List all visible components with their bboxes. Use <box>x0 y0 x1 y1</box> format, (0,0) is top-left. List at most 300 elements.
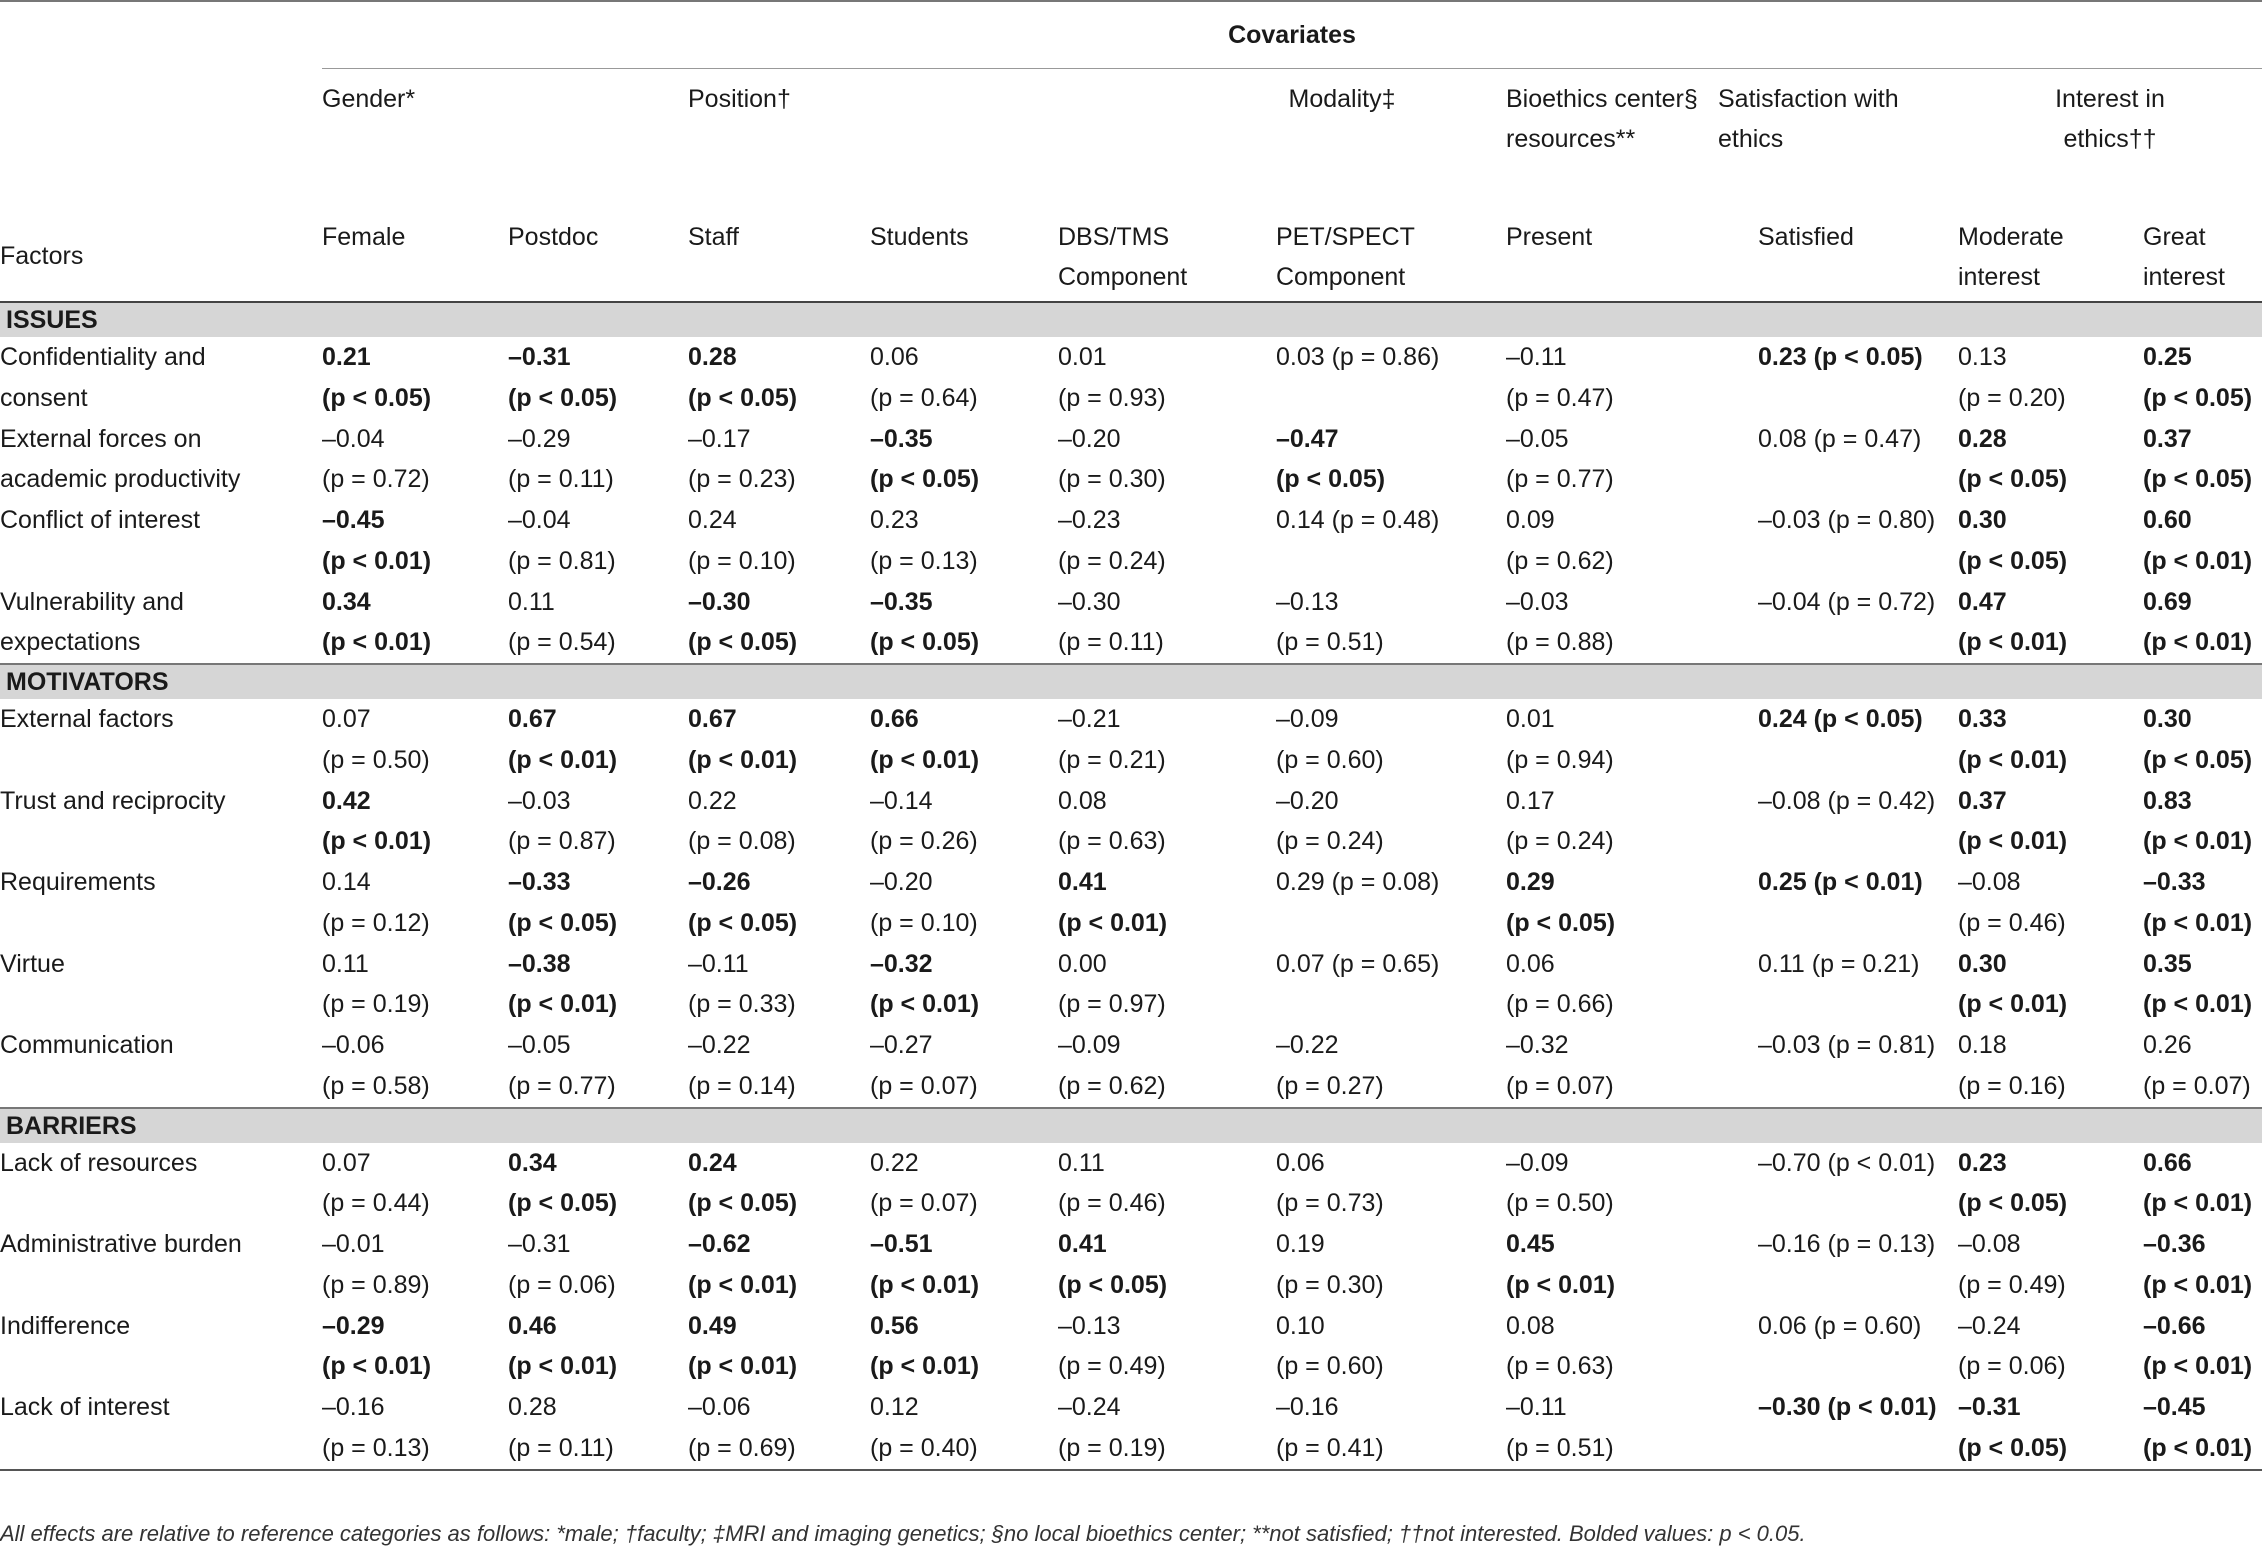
p-value: (p < 0.01) <box>870 990 980 1018</box>
coefficient: –0.30 (p < 0.01) <box>1758 1393 1937 1421</box>
value-cell <box>2143 419 2262 501</box>
factor-label: External factors <box>0 705 174 733</box>
value-cell <box>508 337 688 419</box>
value-cell <box>870 582 1058 665</box>
p-value: (p < 0.05) <box>688 908 798 937</box>
factor-label: Virtue <box>0 949 65 978</box>
subcolumn-header: PET/SPECT Component <box>1276 211 1506 302</box>
coefficient: 0.28 <box>688 343 737 371</box>
value-cell <box>1058 500 1276 582</box>
p-value: (p < 0.05) <box>1958 1189 2068 1217</box>
value-cell <box>1276 944 1506 1026</box>
p-value: (p < 0.01) <box>1058 908 1168 937</box>
p-value: (p = 0.11) <box>508 1433 614 1462</box>
p-value: (p < 0.05) <box>870 628 980 656</box>
coefficient: 0.66 <box>870 705 919 733</box>
table-row <box>0 419 2262 501</box>
value-cell <box>1058 1306 1276 1388</box>
p-value: (p < 0.05) <box>508 1189 618 1217</box>
coefficient: 0.03 (p = 0.86) <box>1276 343 1440 371</box>
value-cell <box>508 1025 688 1108</box>
coefficient: 0.12 <box>870 1393 919 1421</box>
value-cell <box>688 699 870 781</box>
coefficient: –0.32 <box>870 949 933 978</box>
coefficient: –0.27 <box>870 1031 933 1059</box>
value-cell <box>322 1224 508 1306</box>
coefficient: –0.04 (p = 0.72) <box>1758 587 1936 616</box>
table-row <box>0 699 2262 781</box>
p-value: (p = 0.10) <box>870 908 978 937</box>
coefficient: 0.22 <box>870 1148 919 1177</box>
factor-label: Conflict of interest <box>0 506 201 534</box>
coefficient: –0.62 <box>688 1230 751 1258</box>
section-row <box>0 664 2262 699</box>
value-cell <box>1718 1224 1958 1306</box>
value-cell <box>870 1306 1058 1388</box>
coefficient: 0.24 <box>688 1148 737 1177</box>
p-value: (p < 0.01) <box>2143 546 2253 575</box>
subcolumn-header: DBS/TMS Component <box>1058 211 1276 302</box>
p-value: (p = 0.11) <box>1058 628 1164 656</box>
coefficient: 0.17 <box>1506 786 1555 815</box>
p-value: (p = 0.06) <box>508 1270 616 1299</box>
coefficient: –0.26 <box>688 868 751 896</box>
group-header: Modality‡ <box>1288 85 1396 113</box>
coefficient: –0.35 <box>870 424 933 453</box>
coefficient: 0.23 <box>1958 1148 2007 1177</box>
p-value: (p < 0.01) <box>2143 908 2253 937</box>
coefficient: 0.06 (p = 0.60) <box>1758 1311 1922 1340</box>
coefficient: 0.00 <box>1058 949 1107 978</box>
p-value: (p = 0.06) <box>1958 1352 2066 1380</box>
value-cell <box>1718 1025 1958 1108</box>
value-cell <box>322 419 508 501</box>
value-cell <box>1506 1387 1718 1470</box>
value-cell <box>2143 582 2262 665</box>
value-cell <box>508 582 688 665</box>
p-value: (p = 0.62) <box>1058 1071 1166 1100</box>
p-value: (p < 0.01) <box>2143 827 2253 855</box>
value-cell <box>508 500 688 582</box>
coefficient: 0.24 (p < 0.05) <box>1758 705 1923 733</box>
value-cell <box>1718 1387 1958 1470</box>
p-value: (p = 0.20) <box>1958 383 2066 412</box>
p-value: (p = 0.54) <box>508 628 616 656</box>
coefficient: 0.41 <box>1058 868 1107 896</box>
coefficient: –0.04 <box>508 506 571 534</box>
blank-cell <box>0 69 322 212</box>
coefficient: 0.69 <box>2143 587 2192 616</box>
coefficient: 0.30 <box>1958 506 2007 534</box>
coefficient: 0.49 <box>688 1311 737 1340</box>
table-row <box>0 500 2262 582</box>
coefficient: 0.29 <box>1506 868 1555 896</box>
coefficient: –0.11 <box>688 949 749 978</box>
p-value: (p = 0.87) <box>508 827 616 855</box>
value-cell <box>688 419 870 501</box>
coefficient: –0.24 <box>1058 1393 1121 1421</box>
p-value: (p < 0.01) <box>870 745 980 774</box>
value-cell <box>1958 1387 2143 1470</box>
coefficient: 0.11 <box>322 949 369 978</box>
p-value: (p = 0.73) <box>1276 1189 1384 1217</box>
coefficient: –0.35 <box>870 587 933 616</box>
coefficient: 0.08 <box>1506 1311 1555 1340</box>
p-value: (p = 0.72) <box>322 465 430 493</box>
p-value: (p < 0.05) <box>1958 546 2068 575</box>
coefficient: 0.42 <box>322 786 371 815</box>
value-cell <box>1506 862 1718 944</box>
value-cell <box>688 1224 870 1306</box>
value-cell <box>870 1143 1058 1225</box>
value-cell <box>1058 1143 1276 1225</box>
p-value: (p = 0.07) <box>870 1189 978 1217</box>
p-value: (p = 0.60) <box>1276 1352 1384 1380</box>
factor-label: Indifference <box>0 1311 131 1340</box>
subcolumn-header-row <box>0 211 2262 302</box>
p-value: (p = 0.50) <box>322 745 430 774</box>
coefficient: 0.28 <box>508 1393 557 1421</box>
value-cell <box>1718 944 1958 1026</box>
value-cell <box>2143 781 2262 863</box>
group-header-row <box>0 69 2262 212</box>
coefficient: –0.20 <box>1276 786 1339 815</box>
coefficient: –0.47 <box>1276 424 1339 453</box>
p-value: (p = 0.16) <box>1958 1071 2066 1100</box>
p-value: (p = 0.13) <box>870 546 978 575</box>
value-cell <box>322 1025 508 1108</box>
value-cell <box>2143 1306 2262 1388</box>
coefficient: 0.34 <box>322 587 371 616</box>
coefficient: 0.24 <box>688 506 737 534</box>
p-value: (p < 0.01) <box>2143 628 2253 656</box>
group-header: Satisfaction with ethics <box>1718 85 1899 153</box>
value-cell <box>1506 1143 1718 1225</box>
value-cell <box>1276 1224 1506 1306</box>
subcolumn-header: Satisfied <box>1718 211 1958 302</box>
value-cell <box>870 781 1058 863</box>
coefficient: –0.09 <box>1506 1148 1569 1177</box>
value-cell <box>508 1143 688 1225</box>
coefficient: 0.08 <box>1058 786 1107 815</box>
table-row <box>0 1143 2262 1225</box>
value-cell <box>1506 500 1718 582</box>
p-value: (p < 0.01) <box>870 1352 980 1380</box>
p-value: (p = 0.81) <box>508 546 616 575</box>
coefficient: 0.07 <box>322 1148 371 1177</box>
p-value: (p = 0.77) <box>508 1071 616 1100</box>
p-value: (p = 0.89) <box>322 1270 430 1299</box>
p-value: (p < 0.05) <box>688 1189 798 1217</box>
coefficient: –0.45 <box>2143 1393 2206 1421</box>
value-cell <box>1958 337 2143 419</box>
coefficient: –0.11 <box>1506 1393 1567 1421</box>
coefficient: –0.03 (p = 0.81) <box>1758 1031 1936 1059</box>
p-value: (p < 0.05) <box>1958 465 2068 493</box>
value-cell <box>870 419 1058 501</box>
p-value: (p < 0.05) <box>688 628 798 656</box>
coefficient: –0.66 <box>2143 1311 2206 1340</box>
value-cell <box>870 1224 1058 1306</box>
value-cell <box>870 337 1058 419</box>
factor-label: Communication <box>0 1031 174 1059</box>
value-cell <box>2143 500 2262 582</box>
coefficient: 0.06 <box>1506 949 1555 978</box>
coefficient: –0.05 <box>1506 424 1569 453</box>
p-value: (p < 0.01) <box>870 1270 980 1299</box>
factor-label: Administrative burden <box>0 1230 242 1258</box>
coefficient: 0.09 <box>1506 506 1555 534</box>
coefficient: 0.11 <box>508 587 555 616</box>
coefficient: 0.66 <box>2143 1148 2192 1177</box>
group-header: Interest in ethics†† <box>2055 85 2165 153</box>
p-value: (p = 0.41) <box>1276 1433 1384 1462</box>
table-row <box>0 944 2262 1026</box>
value-cell <box>322 1143 508 1225</box>
factor-label: External forces on academic productivity <box>0 424 241 493</box>
p-value: (p < 0.01) <box>1958 990 2068 1018</box>
value-cell <box>2143 1143 2262 1225</box>
value-cell <box>1276 862 1506 944</box>
p-value: (p = 0.88) <box>1506 628 1614 656</box>
factor-label: Requirements <box>0 868 156 896</box>
p-value: (p < 0.05) <box>688 383 798 412</box>
value-cell <box>1718 699 1958 781</box>
coefficient: 0.83 <box>2143 786 2192 815</box>
covariates-heading: Covariates <box>322 2 2262 69</box>
value-cell <box>688 862 870 944</box>
subcolumn-header: Staff <box>688 211 870 302</box>
coefficient: 0.08 (p = 0.47) <box>1758 424 1922 453</box>
coefficient: 0.34 <box>508 1148 557 1177</box>
p-value: (p = 0.30) <box>1058 465 1166 493</box>
p-value: (p < 0.05) <box>1058 1270 1168 1299</box>
p-value: (p < 0.01) <box>322 827 432 855</box>
coefficient: –0.16 (p = 0.13) <box>1758 1230 1936 1258</box>
p-value: (p = 0.24) <box>1506 827 1614 855</box>
table-row <box>0 1224 2262 1306</box>
value-cell <box>322 582 508 665</box>
coefficient: 0.37 <box>1958 786 2007 815</box>
p-value: (p < 0.05) <box>508 383 618 412</box>
coefficient: –0.03 <box>508 786 571 815</box>
coefficient: –0.08 <box>1958 868 2021 896</box>
coefficient: 0.10 <box>1276 1311 1325 1340</box>
value-cell <box>508 1387 688 1470</box>
p-value: (p = 0.44) <box>322 1189 430 1217</box>
p-value: (p = 0.50) <box>1506 1189 1614 1217</box>
value-cell <box>2143 1387 2262 1470</box>
coefficient: –0.11 <box>1506 343 1567 371</box>
value-cell <box>1958 699 2143 781</box>
value-cell <box>1058 1387 1276 1470</box>
value-cell <box>1058 699 1276 781</box>
value-cell <box>688 500 870 582</box>
value-cell <box>1506 1025 1718 1108</box>
coefficient: –0.20 <box>870 868 933 896</box>
section-title: MOTIVATORS <box>0 664 2262 699</box>
coefficient: 0.06 <box>1276 1148 1325 1177</box>
value-cell <box>688 582 870 665</box>
p-value: (p = 0.51) <box>1506 1433 1614 1462</box>
factors-heading: Factors <box>0 211 322 302</box>
value-cell <box>1058 337 1276 419</box>
value-cell <box>508 944 688 1026</box>
value-cell <box>508 862 688 944</box>
p-value: (p < 0.05) <box>1506 908 1616 937</box>
value-cell <box>1718 419 1958 501</box>
value-cell <box>322 862 508 944</box>
value-cell <box>1058 862 1276 944</box>
coefficient: –0.08 (p = 0.42) <box>1758 786 1936 815</box>
coefficient: 0.28 <box>1958 424 2007 453</box>
coefficient: –0.38 <box>508 949 571 978</box>
table-row <box>0 1387 2262 1470</box>
section-row <box>0 1108 2262 1143</box>
coefficient: 0.21 <box>322 343 371 371</box>
table-row <box>0 781 2262 863</box>
factor-label: Confidentiality and consent <box>0 343 206 412</box>
value-cell <box>1506 337 1718 419</box>
value-cell <box>1058 582 1276 665</box>
table-row <box>0 862 2262 944</box>
factor-label: Trust and reciprocity <box>0 786 226 815</box>
coefficient: –0.09 <box>1058 1031 1121 1059</box>
coefficient: –0.33 <box>2143 868 2206 896</box>
p-value: (p < 0.05) <box>322 383 432 412</box>
p-value: (p < 0.05) <box>508 908 618 937</box>
coefficient: 0.37 <box>2143 424 2192 453</box>
p-value: (p = 0.66) <box>1506 990 1614 1018</box>
value-cell <box>1276 337 1506 419</box>
coefficient: –0.29 <box>322 1311 385 1340</box>
coefficient: 0.46 <box>508 1311 557 1340</box>
p-value: (p < 0.01) <box>2143 1189 2253 1217</box>
value-cell <box>1718 862 1958 944</box>
p-value: (p = 0.24) <box>1058 546 1166 575</box>
coefficient: 0.56 <box>870 1311 919 1340</box>
coefficient: 0.26 <box>2143 1031 2192 1059</box>
p-value: (p < 0.01) <box>508 1352 618 1380</box>
coefficient: –0.20 <box>1058 424 1121 453</box>
coefficient: 0.06 <box>870 343 919 371</box>
p-value: (p = 0.49) <box>1058 1352 1166 1380</box>
p-value: (p = 0.07) <box>1506 1071 1614 1100</box>
p-value: (p < 0.01) <box>1958 745 2068 774</box>
value-cell <box>1058 944 1276 1026</box>
coefficient: –0.05 <box>508 1031 571 1059</box>
section-row <box>0 302 2262 337</box>
p-value: (p = 0.46) <box>1958 908 2066 937</box>
value-cell <box>2143 1025 2262 1108</box>
coefficient: –0.16 <box>1276 1393 1339 1421</box>
value-cell <box>1276 1143 1506 1225</box>
p-value: (p < 0.01) <box>2143 1352 2253 1380</box>
value-cell <box>688 1306 870 1388</box>
subcolumn-header: Female <box>322 211 508 302</box>
value-cell <box>1276 1306 1506 1388</box>
coefficient: 0.13 <box>1958 343 2007 371</box>
coefficient: 0.67 <box>508 705 557 733</box>
value-cell <box>2143 944 2262 1026</box>
coefficient: 0.41 <box>1058 1230 1107 1258</box>
subcolumn-header: Moderate interest <box>1958 211 2143 302</box>
p-value: (p = 0.93) <box>1058 383 1166 412</box>
subcolumn-header: Present <box>1506 211 1718 302</box>
coefficient: –0.45 <box>322 506 385 534</box>
value-cell <box>1718 582 1958 665</box>
value-cell <box>688 1387 870 1470</box>
p-value: (p = 0.23) <box>688 465 796 493</box>
value-cell <box>1506 781 1718 863</box>
value-cell <box>2143 862 2262 944</box>
value-cell <box>1276 582 1506 665</box>
factor-label: Lack of resources <box>0 1148 198 1177</box>
value-cell <box>2143 699 2262 781</box>
value-cell <box>870 944 1058 1026</box>
p-value: (p = 0.19) <box>322 990 430 1018</box>
p-value: (p = 0.62) <box>1506 546 1614 575</box>
value-cell <box>1506 699 1718 781</box>
value-cell <box>508 699 688 781</box>
p-value: (p = 0.21) <box>1058 745 1166 774</box>
value-cell <box>1506 582 1718 665</box>
p-value: (p < 0.05) <box>1958 1433 2068 1462</box>
p-value: (p < 0.05) <box>870 465 980 493</box>
value-cell <box>1718 337 1958 419</box>
p-value: (p = 0.24) <box>1276 827 1384 855</box>
value-cell <box>870 862 1058 944</box>
coefficient: –0.16 <box>322 1393 385 1421</box>
group-header: Bioethics center§ resources** <box>1506 85 1698 153</box>
value-cell <box>1276 699 1506 781</box>
value-cell <box>322 1306 508 1388</box>
coefficient: 0.01 <box>1506 705 1555 733</box>
p-value: (p < 0.05) <box>1276 465 1386 493</box>
p-value: (p < 0.01) <box>688 1270 798 1299</box>
value-cell <box>1058 419 1276 501</box>
coefficient: 0.23 <box>870 506 919 534</box>
p-value: (p = 0.49) <box>1958 1270 2066 1299</box>
factor-label: Lack of interest <box>0 1393 170 1421</box>
coefficient: –0.13 <box>1276 587 1339 616</box>
coefficient: –0.06 <box>322 1031 385 1059</box>
factor-label: Vulnerability and expectations <box>0 587 184 656</box>
value-cell <box>870 1387 1058 1470</box>
p-value: (p < 0.01) <box>322 1352 432 1380</box>
p-value: (p = 0.12) <box>322 908 430 937</box>
value-cell <box>1718 1143 1958 1225</box>
coefficient: –0.36 <box>2143 1230 2206 1258</box>
value-cell <box>1058 1224 1276 1306</box>
group-header: Position† <box>688 85 791 113</box>
group-header: Gender* <box>322 85 416 113</box>
p-value: (p < 0.05) <box>2143 745 2253 774</box>
value-cell <box>1718 1306 1958 1388</box>
value-cell <box>508 1224 688 1306</box>
value-cell <box>1958 582 2143 665</box>
coefficient: –0.31 <box>508 343 571 371</box>
p-value: (p = 0.33) <box>688 990 796 1018</box>
coefficient: 0.60 <box>2143 506 2192 534</box>
coefficient: –0.22 <box>688 1031 751 1059</box>
p-value: (p = 0.51) <box>1276 628 1384 656</box>
p-value: (p < 0.05) <box>2143 465 2253 493</box>
value-cell <box>508 419 688 501</box>
p-value: (p = 0.69) <box>688 1433 796 1462</box>
value-cell <box>1958 1025 2143 1108</box>
section-title: BARRIERS <box>0 1108 2262 1143</box>
